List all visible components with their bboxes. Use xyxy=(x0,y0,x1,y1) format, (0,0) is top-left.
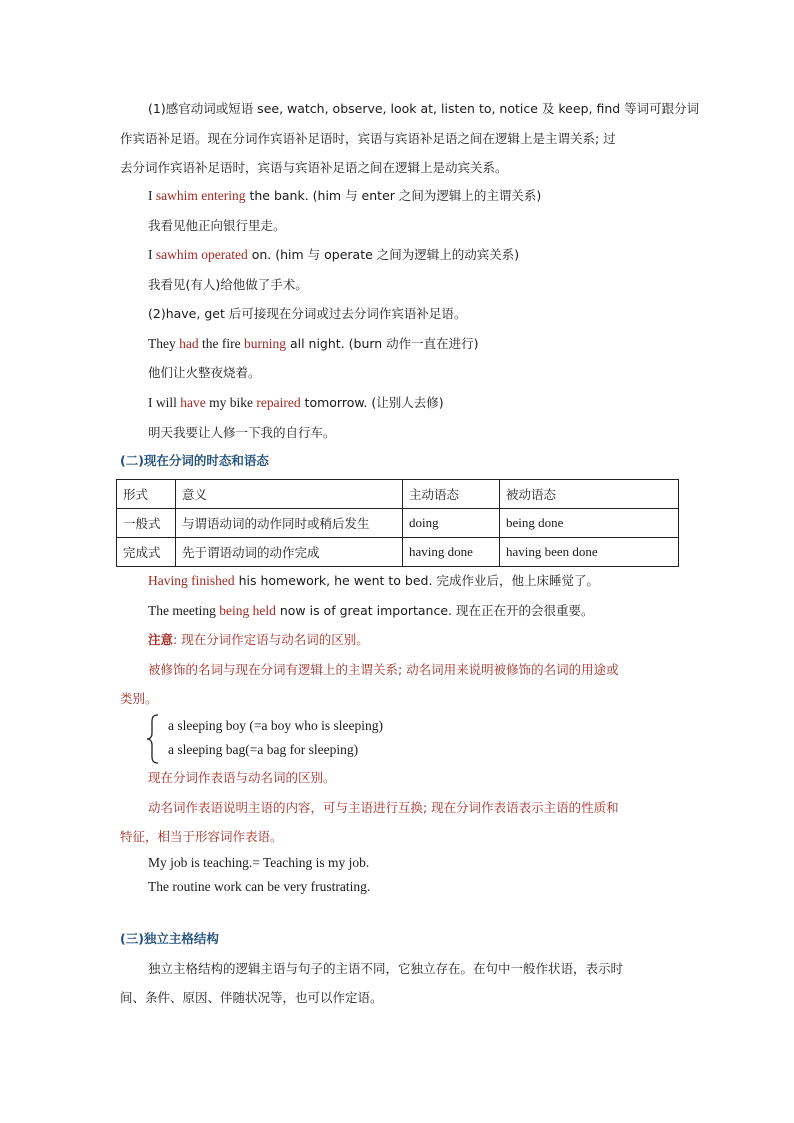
table-cell: being done xyxy=(500,509,679,538)
example-4-translation: 明天我要让人修一下我的自行车。 xyxy=(148,425,336,440)
table-header-cell: 意义 xyxy=(176,480,403,509)
example-2: I sawhim operated on. (him 与 operate 之间为逻辑上的动宾关系) xyxy=(148,247,520,262)
table-cell: 与谓语动词的动作同时或稍后发生 xyxy=(176,509,403,538)
brace-example-2: a sleeping bag(=a bag for sleeping) xyxy=(168,742,359,757)
table-cell: 先于谓语动词的动作完成 xyxy=(176,538,403,567)
para1-line3: 去分词作宾语补足语时，宾语与宾语补足语之间在逻辑上是动宾关系。 xyxy=(120,160,508,175)
section3-line1: 独立主格结构的逻辑主语与句子的主语不同，它独立存在。在句中一般作状语，表示时 xyxy=(148,961,624,976)
section3-heading: (三)独立主格结构 xyxy=(120,931,219,946)
example-6: The meeting being held now is of great importance. 现在正在开的会很重要。 xyxy=(148,603,594,618)
note-heading: 注意: 现在分词作定语与动名词的区别。 xyxy=(148,632,369,647)
table-row xyxy=(117,538,679,567)
brace-example-1: a sleeping boy (=a boy who is sleeping) xyxy=(168,718,383,733)
note-heading-2: 现在分词作表语与动名词的区别。 xyxy=(148,770,336,785)
example-5: Having finished his homework, he went to bed. 完成作业后，他上床睡觉了。 xyxy=(148,573,599,588)
example-3: They had the fire burning all night. (burn 动作一直在进行) xyxy=(148,336,479,351)
table-cell: doing xyxy=(403,509,500,538)
note-line1: 被修饰的名词与现在分词有逻辑上的主谓关系; 动名词用来说明被修饰的名词的用途或 xyxy=(148,662,619,677)
para2: (2)have, get 后可接现在分词或过去分词作宾语补足语。 xyxy=(148,306,467,321)
note-line4: 特征，相当于形容词作表语。 xyxy=(120,829,283,844)
table-header-row xyxy=(117,480,679,509)
example-1-translation: 我看见他正向银行里走。 xyxy=(148,218,286,233)
participle-forms-table xyxy=(116,479,679,567)
table-cell: having been done xyxy=(500,538,679,567)
example-3-translation: 他们让火整夜烧着。 xyxy=(148,365,261,380)
table-cell: having done xyxy=(403,538,500,567)
example-7: My job is teaching.= Teaching is my job. xyxy=(148,855,370,870)
table-cell: 完成式 xyxy=(117,538,176,567)
table-header-cell: 被动语态 xyxy=(500,480,679,509)
table-header-cell: 主动语态 xyxy=(403,480,500,509)
para1-line2: 作宾语补足语。现在分词作宾语补足语时，宾语与宾语补足语之间在逻辑上是主谓关系; 过 xyxy=(120,131,616,146)
note-line3: 动名词作表语说明主语的内容，可与主语进行互换; 现在分词作表语表示主语的性质和 xyxy=(148,800,619,815)
example-4: I will have my bike repaired tomorrow. (让别人去修) xyxy=(148,395,444,410)
para1-line1: (1)感官动词或短语 see, watch, observe, look at, listen to, notice 及 keep, find 等词可跟分词 xyxy=(148,101,700,116)
table-row xyxy=(117,509,679,538)
section2-heading: (二)现在分词的时态和语态 xyxy=(120,453,269,468)
table-cell: 一般式 xyxy=(117,509,176,538)
note-line2: 类别。 xyxy=(120,691,158,706)
example-1: I sawhim entering the bank. (him 与 enter 之间为逻辑上的主谓关系) xyxy=(148,188,542,203)
example-2-translation: 我看见(有人)给他做了手术。 xyxy=(148,277,308,292)
section3-line2: 间、条件、原因、伴随状况等，也可以作定语。 xyxy=(120,990,383,1005)
left-brace-icon xyxy=(146,714,160,764)
example-8: The routine work can be very frustrating. xyxy=(148,879,371,894)
table-header-cell: 形式 xyxy=(117,480,176,509)
